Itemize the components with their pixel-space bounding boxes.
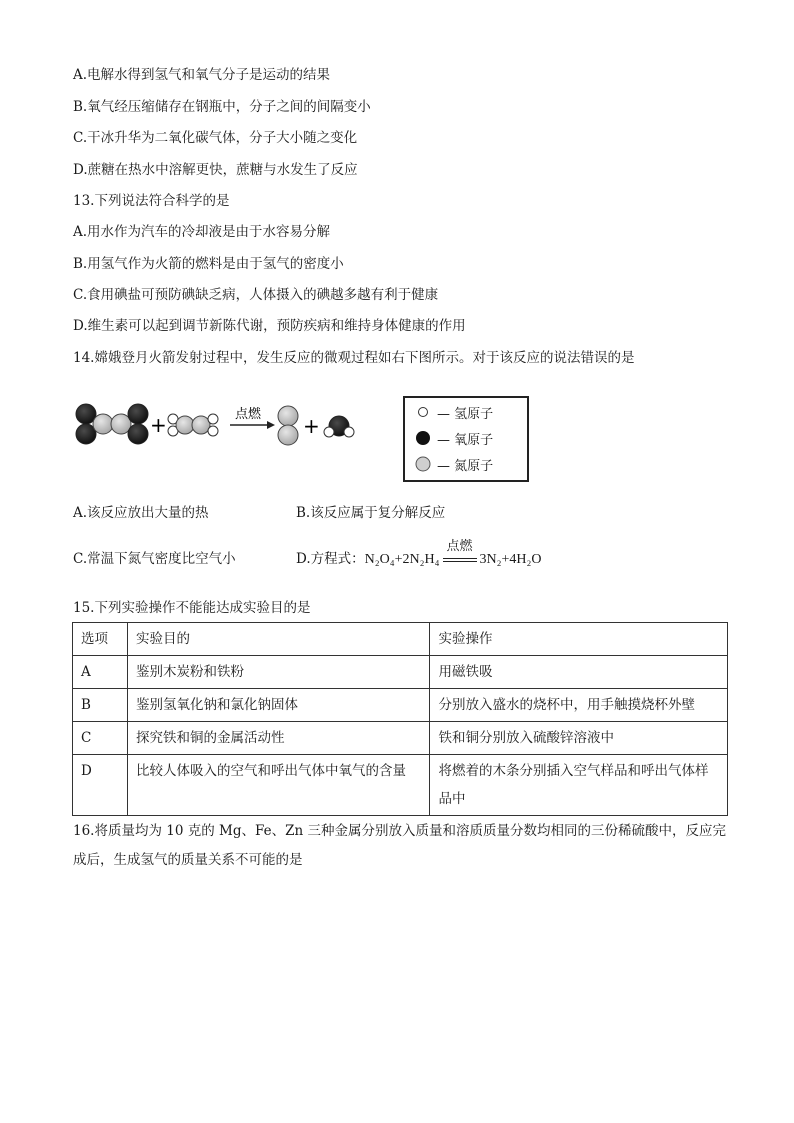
row-goal: 比较人体吸入的空气和呼出气体中氧气的含量 [127, 755, 430, 816]
row-goal: 探究铁和铜的金属活动性 [127, 722, 430, 755]
n2-molecule [278, 406, 298, 445]
q13-stem: 13.下列说法符合科学的是 [73, 193, 230, 209]
table-row [73, 722, 728, 755]
reaction-arrow [230, 421, 275, 429]
q14-option-a: A.该反应放出大量的热 [73, 505, 209, 521]
row-operation-line1: 将燃着的木条分别插入空气样品和呼出气体样 [438, 763, 709, 779]
equation-hydrazine: 2N₂H₄ [402, 552, 440, 567]
arrow-condition: 点燃 [235, 407, 262, 422]
row-option: A [73, 656, 128, 689]
hydrogen-atom-icon [415, 404, 431, 420]
q16-line2: 成后，生成氢气的质量关系不可能的是 [73, 852, 303, 868]
legend-nitrogen [415, 454, 493, 474]
q12-option-b: B.氧气经压缩储存在钢瓶中，分子之间的间隔变小 [73, 99, 371, 115]
equation-condition: 点燃 [446, 538, 473, 554]
q14-stem: 14.嫦娥登月火箭发射过程中，发生反应的微观过程如右下图所示。对于该反应的说法错误的是 [73, 350, 635, 366]
nitrogen-atom-icon [415, 456, 431, 472]
legend-hydrogen [415, 402, 493, 422]
q12-option-d: D.蔗糖在热水中溶解更快，蔗糖与水发生了反应 [73, 162, 358, 178]
experiment-table [72, 622, 728, 816]
q16-line1: 16.将质量均为 10 克的 Mg、Fe、Zn 三种金属分别放入质量和溶质质量分数均相同的三份稀硫酸中，反应完 [73, 823, 726, 839]
table-row [73, 755, 728, 816]
q12-option-c: C.干冰升华为二氧化碳气体，分子大小随之变化 [73, 130, 358, 146]
row-operation [430, 755, 728, 816]
h2o-molecule [324, 416, 354, 437]
equation-n2: 3N₂ [479, 552, 502, 567]
legend-nitrogen-label: — 氮原子 [437, 458, 494, 474]
equation-arrow [443, 538, 477, 568]
q14-option-d [296, 538, 542, 569]
q13-option-a: A.用水作为汽车的冷却液是由于水容易分解 [73, 224, 331, 240]
row-operation: 用磁铁吸 [430, 656, 728, 689]
q15-stem: 15.下列实验操作不能能达成实验目的是 [73, 600, 311, 616]
row-option: C [73, 722, 128, 755]
header-goal: 实验目的 [127, 623, 430, 656]
table-header-row [73, 623, 728, 656]
q14-option-b: B.该反应属于复分解反应 [296, 505, 446, 521]
equation-plus: + [394, 552, 403, 567]
row-option: D [73, 755, 128, 816]
legend-oxygen-label: — 氧原子 [437, 432, 494, 448]
row-goal: 鉴别氢氧化钠和氯化钠固体 [127, 689, 430, 722]
legend-oxygen [415, 428, 493, 448]
oxygen-atom-icon [415, 430, 431, 446]
row-goal: 鉴别木炭粉和铁粉 [127, 656, 430, 689]
row-operation: 铁和铜分别放入硫酸锌溶液中 [430, 722, 728, 755]
q12-option-a: A.电解水得到氢气和氧气分子是运动的结果 [73, 67, 331, 83]
row-option: B [73, 689, 128, 722]
q14-option-c: C.常温下氮气密度比空气小 [73, 551, 236, 567]
n2h4-molecule [168, 414, 218, 436]
legend-hydrogen-label: — 氢原子 [437, 406, 494, 422]
n2o4-molecule [76, 404, 148, 444]
equation-water: +4H₂O [501, 552, 542, 567]
atom-legend [403, 396, 529, 482]
equation-n2o4: N₂O₄ [364, 552, 395, 567]
plus-sign-2: + [303, 414, 320, 438]
row-operation: 分别放入盛水的烧杯中，用手触摸烧杯外壁 [430, 689, 728, 722]
plus-sign-1: + [150, 413, 167, 437]
header-option: 选项 [73, 623, 128, 656]
header-operation: 实验操作 [430, 623, 728, 656]
table-row [73, 689, 728, 722]
row-operation-line2: 品中 [438, 791, 466, 807]
q14-option-d-prefix: D.方程式： [296, 551, 365, 567]
table-row [73, 656, 728, 689]
q13-option-b: B.用氢气作为火箭的燃料是由于氢气的密度小 [73, 256, 344, 272]
q13-option-d: D.维生素可以起到调节新陈代谢，预防疾病和维持身体健康的作用 [73, 318, 466, 334]
q13-option-c: C.食用碘盐可预防碘缺乏病，人体摄入的碘越多越有利于健康 [73, 287, 439, 303]
